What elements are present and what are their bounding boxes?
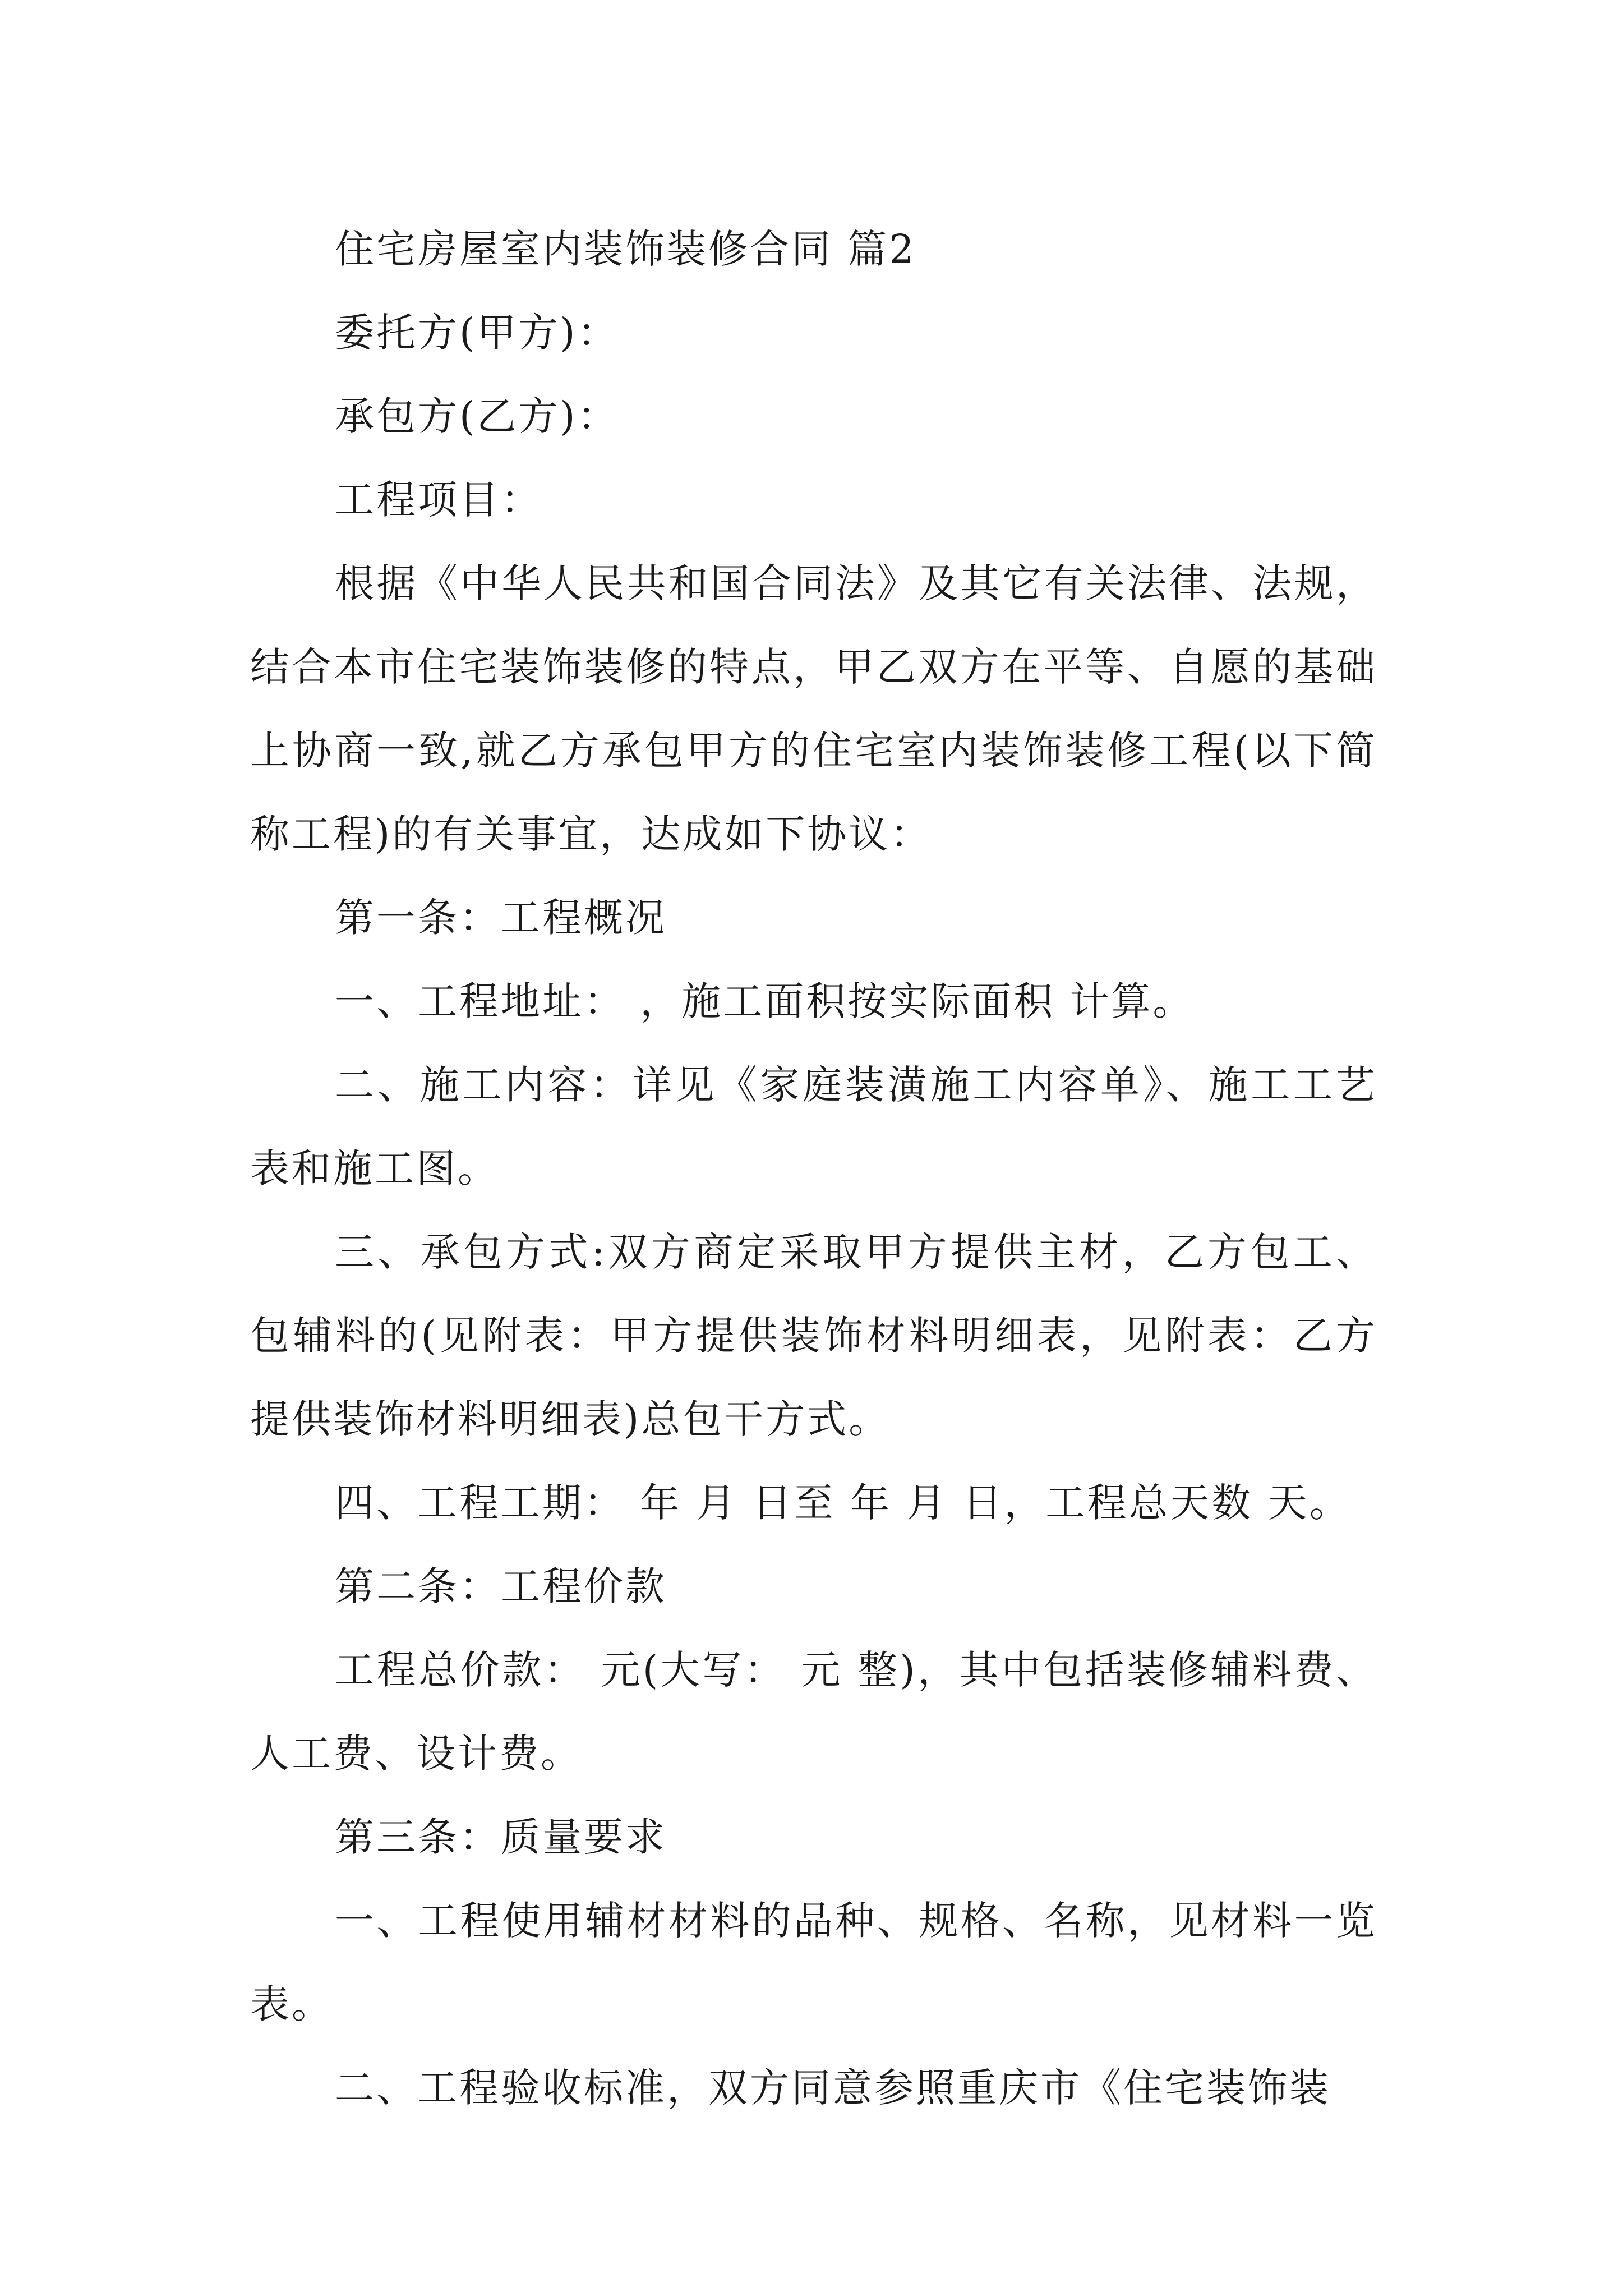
article-2-price-paragraph: 工程总价款： 元(大写： 元 整)，其中包括装修辅料费、人工费、设计费。 — [250, 1647, 1377, 1777]
contract-title: 住宅房屋室内装饰装修合同 篇2 — [335, 226, 916, 272]
contract-body — [250, 208, 1377, 2130]
article-1-item-1: 一、工程地址： ，施工面积按实际面积 计算。 — [335, 978, 1195, 1024]
article-2-heading: 第二条：工程价款 — [335, 1563, 667, 1609]
article-3-heading: 第三条：质量要求 — [335, 1814, 667, 1860]
article-1-item-4: 四、工程工期： 年 月 日至 年 月 日，工程总天数 天。 — [335, 1480, 1351, 1526]
article-3-item-2: 二、工程验收标准，双方同意参照重庆市《住宅装饰装 — [335, 2065, 1331, 2111]
party-a-line: 委托方(甲方)： — [335, 310, 619, 356]
article-1-heading: 第一条：工程概况 — [335, 895, 667, 941]
article-1-item-2: 二、施工内容：详见《家庭装潢施工内容单》、施工工艺表和施工图。 — [250, 1062, 1377, 1191]
party-b-line: 承包方(乙方)： — [335, 393, 619, 439]
article-3-item-1: 一、工程使用辅材材料的品种、规格、名称，见材料一览表。 — [250, 1898, 1377, 2027]
preamble-paragraph: 根据《中华人民共和国合同法》及其它有关法律、法规，结合本市住宅装饰装修的特点，甲乙双方在平等、自愿的基础上协商一致,就乙方承包甲方的住宅室内装饰装修工程(以下简称工程)的有关事宜，达成如下协议： — [250, 560, 1377, 857]
article-1-item-3: 三、承包方式:双方商定采取甲方提供主材，乙方包工、包辅料的(见附表：甲方提供装饰材料明细表，见附表：乙方提供装饰材料明细表)总包干方式。 — [250, 1229, 1377, 1442]
project-line: 工程项目： — [335, 477, 542, 523]
